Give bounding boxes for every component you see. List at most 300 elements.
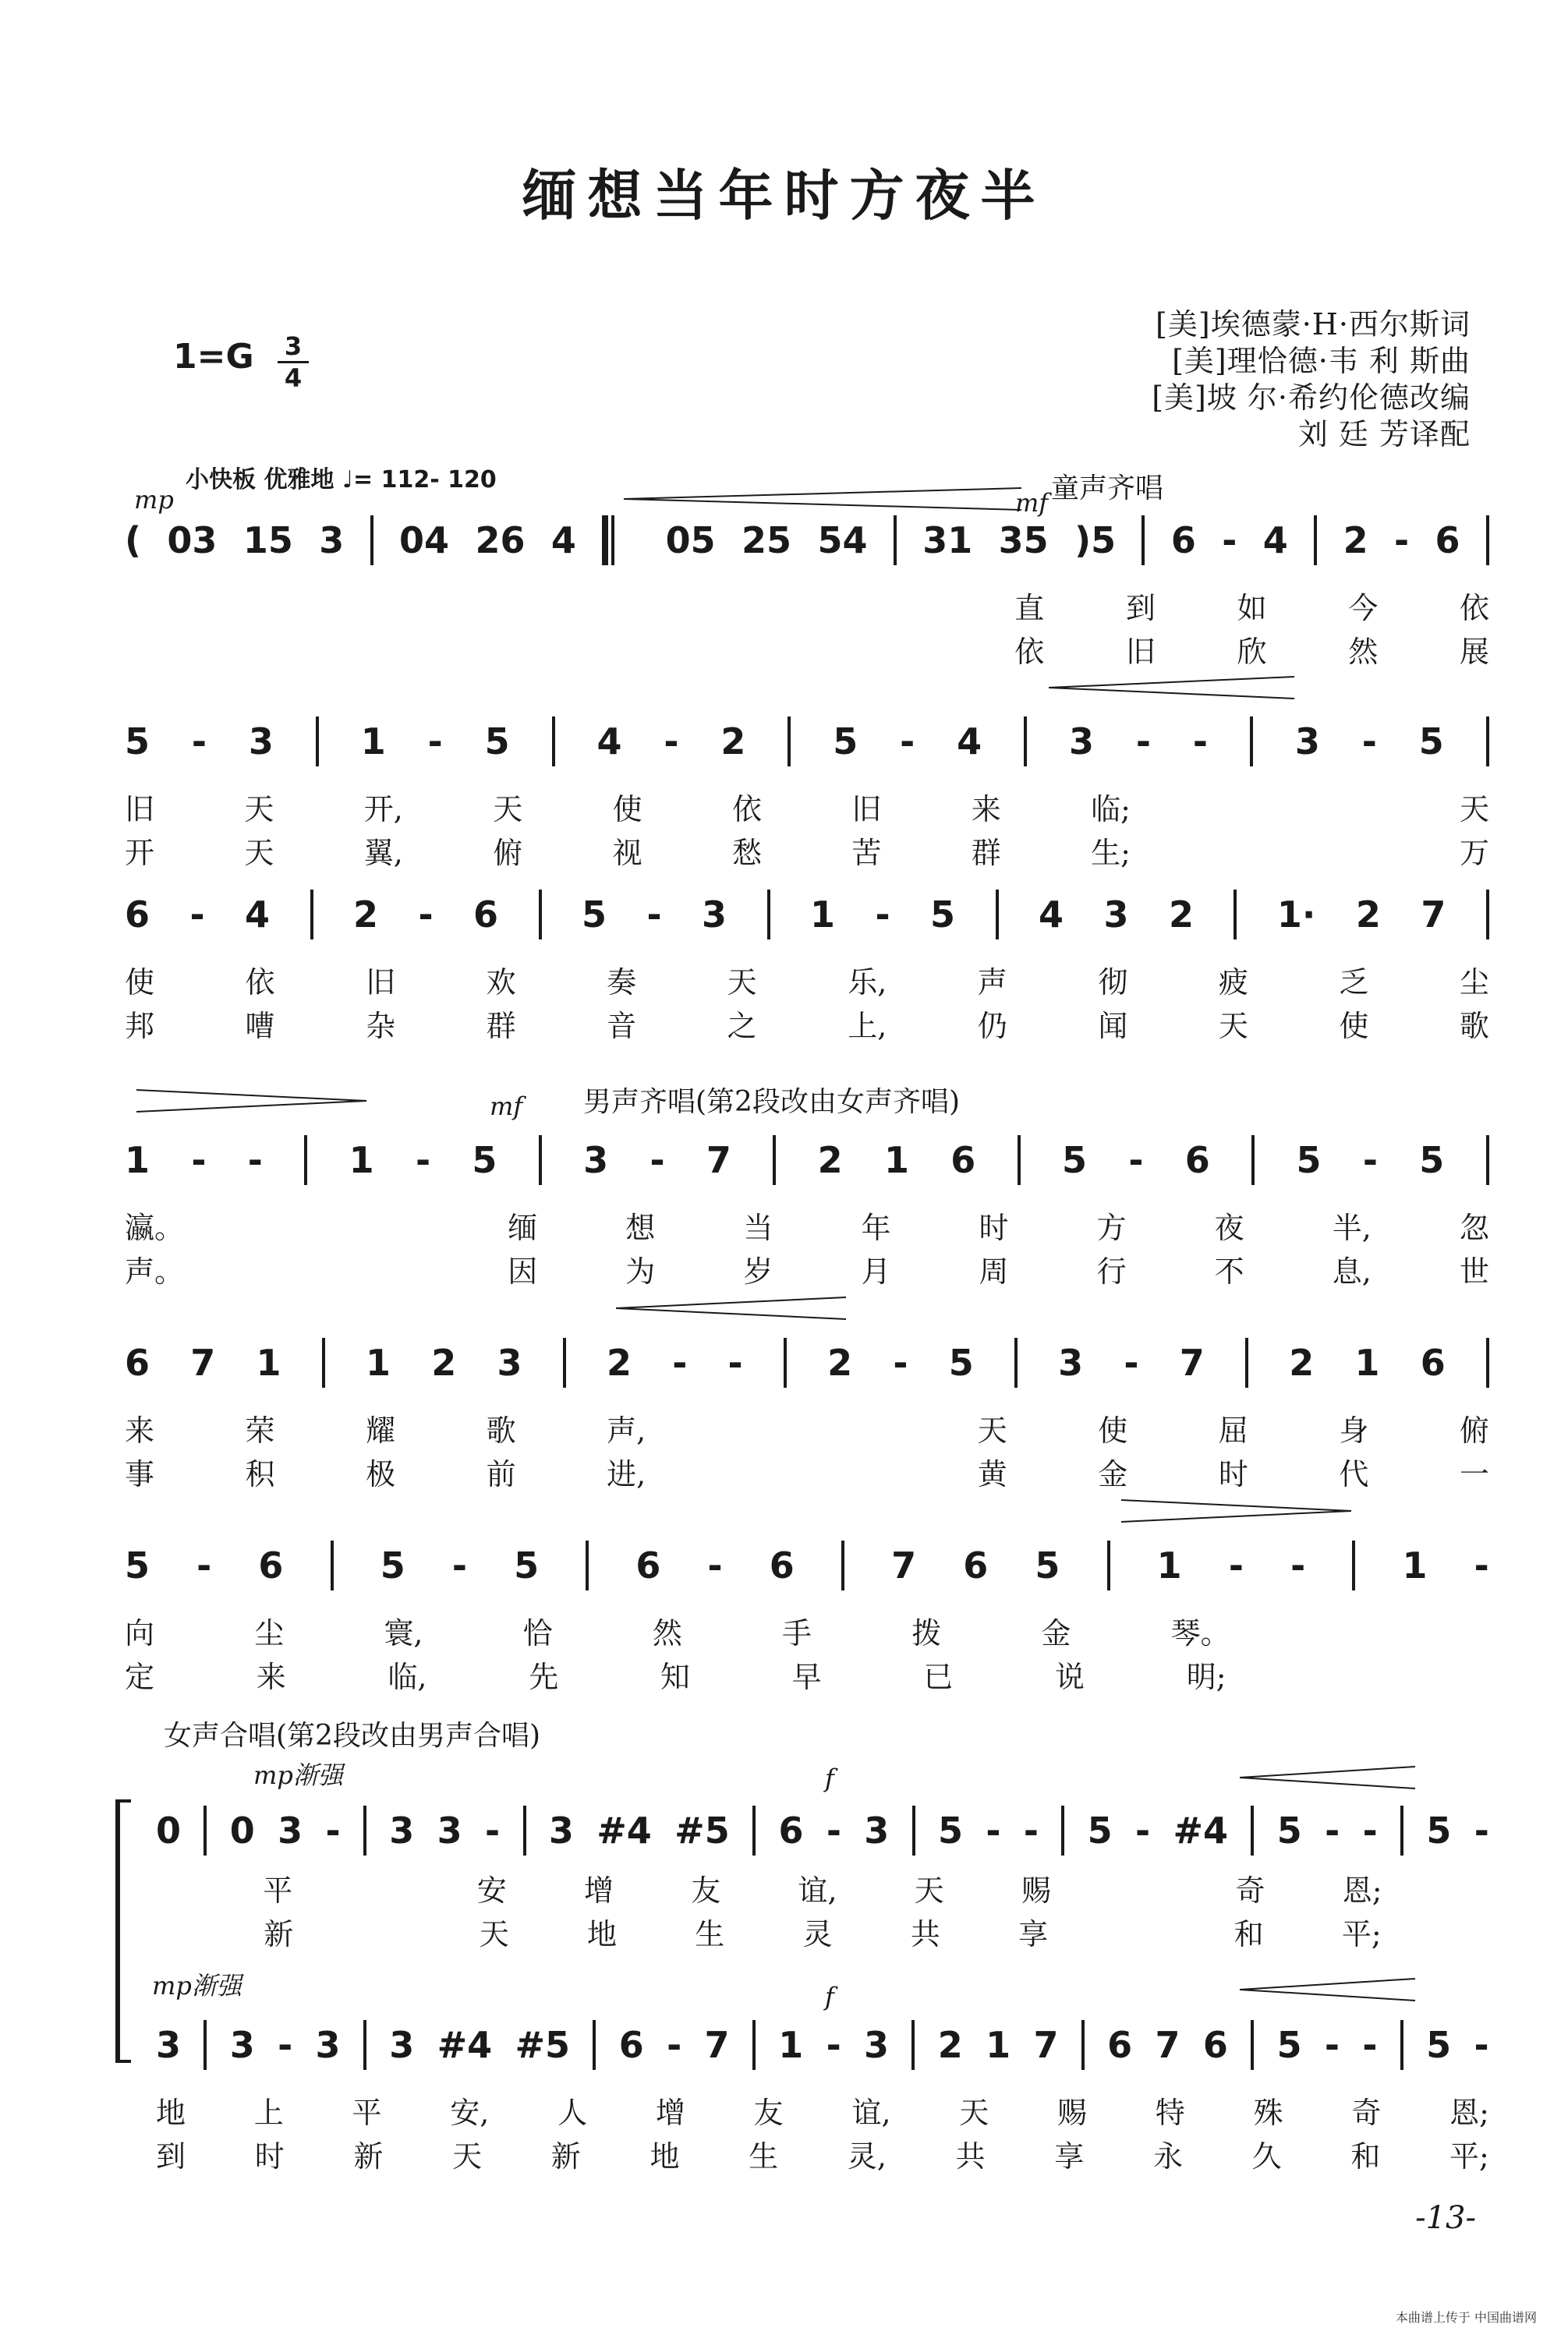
lyric-syllable: 俯: [493, 836, 523, 870]
note: -: [1290, 1544, 1306, 1587]
lyric-syllable: 旧: [851, 792, 882, 826]
barline: [784, 1338, 787, 1388]
lyric-syllable: 杂: [366, 1009, 396, 1043]
crescendo-hairpin: [624, 483, 1029, 515]
lyric-syllable: 耀: [366, 1413, 396, 1448]
note: -: [1124, 1342, 1139, 1384]
barline: [1486, 716, 1489, 766]
note: -: [1222, 519, 1237, 561]
lyric-syllable: [370, 1869, 399, 1912]
system-brace: [115, 1799, 131, 2063]
note: -: [325, 1810, 341, 1852]
lyric-syllable: [458, 586, 488, 630]
lyric-verse-1: [125, 1206, 1489, 1250]
lyric-syllable: 时: [1218, 1457, 1248, 1491]
lyric-syllable: 月: [861, 1254, 891, 1289]
lyric-syllable: 翼,: [363, 836, 403, 870]
note: 1·: [1276, 893, 1316, 936]
lyric-syllable: 极: [366, 1457, 396, 1491]
note: -: [1192, 720, 1209, 762]
note: 2: [1355, 893, 1381, 936]
lyric-syllable: [272, 1250, 302, 1293]
note: -: [664, 720, 679, 762]
note: 04: [399, 519, 450, 561]
lyric-syllable: 平: [263, 1873, 293, 1908]
lyric-syllable: [1460, 1612, 1489, 1655]
lyric-verse-1: [125, 1409, 1489, 1452]
lyric-syllable: 天: [914, 1873, 944, 1908]
note: 5: [380, 1544, 405, 1587]
note: -: [1128, 1139, 1144, 1181]
lyric-syllable: 仍: [977, 1009, 1007, 1043]
score-system-8: [156, 2019, 1489, 2178]
lyric-syllable: [904, 630, 933, 674]
note: 5: [125, 1544, 150, 1587]
lyric-syllable: 邦: [125, 1009, 155, 1043]
lyric-syllable: 久: [1251, 2139, 1282, 2174]
note: 6: [1107, 2024, 1133, 2066]
lyric-syllable: 平;: [1341, 1917, 1382, 1951]
note: 3: [389, 1810, 415, 1852]
note: -: [427, 720, 443, 762]
lyric-syllable: [1220, 787, 1250, 831]
lyric-verse-2: [125, 1452, 1489, 1496]
lyric-syllable: 明;: [1186, 1660, 1226, 1694]
lyric-syllable: 然: [652, 1616, 682, 1650]
lyric-syllable: 天: [452, 2139, 483, 2174]
lyric-syllable: 声,: [607, 1413, 646, 1448]
note: -: [900, 720, 915, 762]
note: -: [646, 893, 662, 936]
label-female-chorus: 女声合唱(第2段改由男声合唱): [164, 1720, 540, 1752]
barline: [788, 716, 791, 766]
note: 2: [606, 1342, 632, 1384]
note: 2: [1289, 1342, 1315, 1384]
lyric-syllable: 来: [971, 792, 1001, 826]
note: -: [191, 1139, 207, 1181]
lyric-syllable: [236, 586, 266, 630]
dynamic-f: f: [825, 1982, 834, 2011]
note: 7: [190, 1342, 216, 1384]
note: 7: [1421, 893, 1446, 936]
note: 2: [827, 1342, 853, 1384]
lyric-syllable: 奇: [1351, 2096, 1382, 2130]
lyric-syllable: 共: [910, 1917, 940, 1951]
lyric-syllable: 享: [1018, 1917, 1049, 1951]
lyric-syllable: 为: [625, 1254, 656, 1289]
note: 4: [1262, 519, 1288, 561]
lyric-syllable: [681, 630, 710, 674]
score-system-1: [125, 515, 1489, 674]
lyric-syllable: 因: [508, 1254, 538, 1289]
lyric-verse-2: [156, 2135, 1489, 2178]
notes-row: [156, 1805, 1489, 1856]
lyric-syllable: 临;: [1091, 792, 1131, 826]
lyric-syllable: 群: [486, 1009, 516, 1043]
lyric-verse-2: [125, 1250, 1489, 1293]
crescendo-hairpin: [1049, 672, 1298, 703]
notes-row: [125, 1540, 1489, 1591]
note: -: [893, 1342, 908, 1384]
note: 2: [431, 1342, 457, 1384]
barline: [1250, 716, 1253, 766]
note: 5: [514, 1544, 540, 1587]
lyric-syllable: 开,: [363, 792, 403, 826]
score-system-3: [125, 889, 1489, 1048]
lyric-syllable: [1460, 1869, 1489, 1912]
lyric-syllable: 前: [486, 1457, 516, 1491]
lyric-syllable: 世: [1459, 1254, 1489, 1289]
song-title: 缅想当年时方夜半: [522, 163, 1046, 228]
crescendo-hairpin: [1240, 1762, 1419, 1793]
barline: [322, 1338, 325, 1388]
lyric-syllable: 旧: [1125, 635, 1156, 669]
lyric-syllable: 地: [156, 2096, 186, 2130]
barline: [539, 890, 542, 939]
lyric-syllable: 声: [977, 965, 1007, 999]
note: -: [649, 1139, 665, 1181]
note: -: [707, 1544, 723, 1587]
note: -: [1362, 2024, 1378, 2066]
lyric-syllable: 新: [264, 1917, 294, 1951]
note: -: [875, 893, 890, 936]
note: -: [451, 1544, 467, 1587]
note: 3: [437, 1810, 462, 1852]
dynamic-mf: mf: [1015, 488, 1049, 518]
lyric-syllable: 歌: [486, 1413, 516, 1448]
barline: [204, 2020, 207, 2070]
lyric-verse-2: [156, 1912, 1489, 1956]
lyric-syllable: 先: [529, 1660, 559, 1694]
barline: [752, 1806, 756, 1856]
lyric-syllable: 进,: [607, 1457, 646, 1491]
lyric-syllable: 时: [979, 1211, 1009, 1245]
lyric-syllable: 瀛。: [125, 1211, 185, 1245]
lyric-syllable: 忽: [1459, 1211, 1489, 1245]
lyric-syllable: 半,: [1332, 1211, 1372, 1245]
credit-translator: 刘 廷 芳译配: [1297, 417, 1471, 451]
lyric-syllable: 开: [125, 836, 155, 870]
footer-watermark: 本曲谱上传于 中国曲谱网: [1395, 2310, 1537, 2325]
lyric-syllable: 恩;: [1449, 2096, 1489, 2130]
lyric-verse-1: [156, 2091, 1489, 2135]
barline: [593, 2020, 596, 2070]
note: 7: [1033, 2024, 1059, 2066]
lyric-syllable: [372, 1912, 402, 1956]
lyric-syllable: [390, 1250, 419, 1293]
note: -: [986, 1810, 1001, 1852]
lyric-verse-1: [125, 1612, 1489, 1655]
barline: [363, 2020, 366, 2070]
key-signature: 1=G: [173, 337, 254, 377]
note: 25: [742, 519, 792, 561]
note: 6: [1435, 519, 1460, 561]
note: 5: [1296, 1139, 1322, 1181]
lyric-syllable: 荣: [245, 1413, 275, 1448]
note: -: [1361, 720, 1377, 762]
barline: [1081, 2020, 1085, 2070]
lyric-syllable: 当: [743, 1211, 773, 1245]
note: 3: [229, 2024, 255, 2066]
note: -: [278, 2024, 293, 2066]
lyric-syllable: [737, 1452, 766, 1496]
barline: [1486, 515, 1489, 565]
lyric-syllable: 直: [1014, 591, 1045, 625]
note: 5: [1062, 1139, 1088, 1181]
lyric-syllable: 到: [1125, 591, 1156, 625]
barline: [1352, 1541, 1355, 1590]
note: #5: [515, 2024, 571, 2066]
barline: [1251, 1135, 1255, 1185]
lyric-verse-1: [125, 961, 1489, 1004]
lyric-syllable: [570, 586, 600, 630]
note: 15: [242, 519, 293, 561]
note: 2: [353, 893, 379, 936]
score-system-7: [156, 1805, 1489, 1956]
lyric-syllable: 方: [1096, 1211, 1127, 1245]
note: -: [672, 1342, 688, 1384]
note: 6: [1202, 2024, 1228, 2066]
lyric-syllable: 天: [977, 1413, 1007, 1448]
barline: [1061, 1806, 1064, 1856]
barline: [912, 1806, 915, 1856]
note: -: [1474, 2024, 1489, 2066]
note: -: [247, 1139, 263, 1181]
time-signature-bottom: 4: [278, 361, 309, 393]
notes-row: [156, 2019, 1489, 2071]
lyric-syllable: 依: [1459, 591, 1489, 625]
lyric-syllable: 尘: [254, 1616, 285, 1650]
dynamic-mf: mf: [490, 1091, 523, 1121]
note: 2: [1343, 519, 1368, 561]
lyric-syllable: 向: [125, 1616, 155, 1650]
lyric-syllable: 定: [125, 1660, 155, 1694]
tempo-marking: 小快板 优雅地 ♩= 112- 120: [186, 466, 497, 494]
lyric-syllable: 视: [612, 836, 642, 870]
lyric-syllable: 一: [1459, 1457, 1489, 1491]
lyric-syllable: 金: [1098, 1457, 1128, 1491]
dynamic-mp-cresc: mp渐强: [152, 1971, 242, 2001]
lyric-syllable: [156, 1912, 186, 1956]
lyric-syllable: 来: [125, 1413, 155, 1448]
lyric-syllable: 享: [1054, 2139, 1085, 2174]
lyric-syllable: 依: [245, 965, 275, 999]
lyric-syllable: 不: [1214, 1254, 1244, 1289]
crescendo-hairpin: [1240, 1974, 1419, 2005]
note: 2: [720, 720, 746, 762]
lyric-syllable: [125, 586, 154, 630]
note: 5: [484, 720, 510, 762]
note: -: [1324, 2024, 1340, 2066]
note: 1: [810, 893, 836, 936]
lyric-syllable: 音: [607, 1009, 637, 1043]
lyric-syllable: [1126, 1912, 1156, 1956]
barline: [1486, 890, 1489, 939]
lyric-syllable: 赐: [1057, 2096, 1088, 2130]
lyric-syllable: 然: [1348, 635, 1379, 669]
note: 5: [1087, 1810, 1113, 1852]
note: 3: [1294, 720, 1320, 762]
note: 5: [938, 1810, 964, 1852]
note: 7: [704, 2024, 730, 2066]
lyric-syllable: 乏: [1339, 965, 1369, 999]
decrescendo-hairpin: [136, 1085, 370, 1116]
lyric-verse-1: [156, 1869, 1489, 1912]
lyric-syllable: 天: [493, 792, 523, 826]
lyric-syllable: 夜: [1214, 1211, 1244, 1245]
note: -: [485, 1810, 501, 1852]
score-system-2: [125, 716, 1489, 875]
lyric-syllable: [570, 630, 600, 674]
lyric-syllable: 彻: [1098, 965, 1128, 999]
lyric-syllable: 展: [1459, 635, 1489, 669]
lyric-syllable: 依: [1014, 635, 1045, 669]
note: 31: [922, 519, 973, 561]
note: 7: [706, 1139, 731, 1181]
note: #4: [596, 1810, 652, 1852]
note: #5: [674, 1810, 730, 1852]
lyric-syllable: 疲: [1218, 965, 1248, 999]
note: 6: [778, 1810, 804, 1852]
score-system-6: [125, 1540, 1489, 1699]
lyric-syllable: 寰,: [384, 1616, 423, 1650]
note: 6: [1420, 1342, 1446, 1384]
lyric-syllable: 黄: [977, 1457, 1007, 1491]
barline: [363, 1806, 366, 1856]
lyric-syllable: 拨: [911, 1616, 942, 1650]
note: 6: [769, 1544, 795, 1587]
note: 3: [389, 2024, 415, 2066]
lyric-syllable: 使: [1339, 1009, 1369, 1043]
note: 1: [360, 720, 386, 762]
lyric-syllable: [857, 1409, 887, 1452]
lyric-syllable: 平: [352, 2096, 382, 2130]
lyric-syllable: 人: [557, 2096, 588, 2130]
note: 1: [1354, 1342, 1380, 1384]
barline: [1400, 2020, 1403, 2070]
barline: [552, 716, 555, 766]
note: 5: [125, 720, 150, 762]
lyric-syllable: 天: [1218, 1009, 1248, 1043]
lyric-syllable: 灵,: [847, 2139, 887, 2174]
note: 1: [778, 2024, 804, 2066]
lyric-syllable: [1460, 1912, 1489, 1956]
lyric-syllable: 欢: [486, 965, 516, 999]
lyric-syllable: 安,: [450, 2096, 490, 2130]
note: 3: [497, 1342, 522, 1384]
lyric-syllable: 缅: [508, 1211, 538, 1245]
lyric-syllable: [125, 630, 154, 674]
note: -: [1325, 1810, 1340, 1852]
note: -: [727, 1342, 743, 1384]
lyric-verse-2: [125, 630, 1489, 674]
page-number: -13-: [1415, 2200, 1476, 2236]
note: 54: [817, 519, 868, 561]
lyric-syllable: 金: [1041, 1616, 1071, 1650]
lyric-syllable: 增: [583, 1873, 614, 1908]
lyric-syllable: 地: [587, 1917, 618, 1951]
lyric-syllable: [390, 1206, 419, 1250]
note: 3: [548, 1810, 574, 1852]
note: -: [1362, 1810, 1378, 1852]
lyric-syllable: 闻: [1098, 1009, 1128, 1043]
lyric-syllable: 尘: [1459, 965, 1489, 999]
note: 5: [1276, 1810, 1302, 1852]
note: 3: [248, 720, 274, 762]
crescendo-hairpin: [616, 1293, 850, 1324]
decrescendo-hairpin: [1121, 1495, 1355, 1527]
note: 1: [883, 1139, 909, 1181]
barline: [1245, 1338, 1248, 1388]
note: 2: [817, 1139, 843, 1181]
note: 35: [998, 519, 1049, 561]
lyric-syllable: [236, 630, 266, 674]
lyric-syllable: 奇: [1235, 1873, 1265, 1908]
barline: [1107, 1541, 1110, 1590]
lyric-syllable: 身: [1339, 1413, 1369, 1448]
lyric-syllable: 上: [253, 2096, 284, 2130]
note: 1: [1402, 1544, 1428, 1587]
note: 03: [167, 519, 218, 561]
lyric-syllable: 群: [971, 836, 1001, 870]
lyric-syllable: 特: [1155, 2096, 1185, 2130]
note: 7: [1179, 1342, 1205, 1384]
lyric-syllable: [737, 1409, 766, 1452]
barline: [1400, 1806, 1403, 1856]
lyric-syllable: 旧: [125, 792, 155, 826]
lyric-syllable: 新: [353, 2139, 384, 2174]
barline: [523, 1806, 526, 1856]
lyric-syllable: [1220, 831, 1250, 875]
note: 6: [125, 893, 150, 936]
dynamic-mp: mp: [134, 485, 174, 515]
lyric-syllable: [1330, 1612, 1360, 1655]
notes-row: [125, 889, 1489, 940]
lyric-syllable: 岁: [743, 1254, 773, 1289]
repeat-sign: [602, 515, 639, 565]
barline: [1018, 1135, 1021, 1185]
lyric-syllable: 增: [655, 2096, 685, 2130]
barline: [310, 890, 313, 939]
lyric-syllable: 行: [1096, 1254, 1127, 1289]
note: #4: [1173, 1810, 1229, 1852]
note: 3: [278, 1810, 303, 1852]
lyric-syllable: 生: [695, 1917, 725, 1951]
time-signature-top: 3: [284, 331, 303, 361]
lyric-syllable: 来: [256, 1660, 286, 1694]
dynamic-mp-cresc: mp渐强: [253, 1760, 343, 1790]
note: 2: [937, 2024, 963, 2066]
lyric-syllable: 事: [125, 1457, 155, 1491]
lyric-syllable: 代: [1339, 1457, 1369, 1491]
note: 5: [1035, 1544, 1060, 1587]
barline: [1014, 1338, 1018, 1388]
barline: [841, 1541, 844, 1590]
lyric-syllable: 赐: [1021, 1873, 1052, 1908]
lyric-syllable: 生: [749, 2139, 779, 2174]
lyric-syllable: 殊: [1253, 2096, 1283, 2130]
note: -: [826, 1810, 841, 1852]
lyric-syllable: 友: [753, 2096, 784, 2130]
lyric-syllable: [347, 586, 377, 630]
lyric-syllable: 使: [125, 965, 155, 999]
note: 1: [365, 1342, 391, 1384]
barline: [1141, 515, 1145, 565]
barline: [767, 890, 770, 939]
note: -: [191, 720, 207, 762]
note: )5: [1074, 519, 1117, 561]
lyric-syllable: [1460, 1655, 1489, 1699]
